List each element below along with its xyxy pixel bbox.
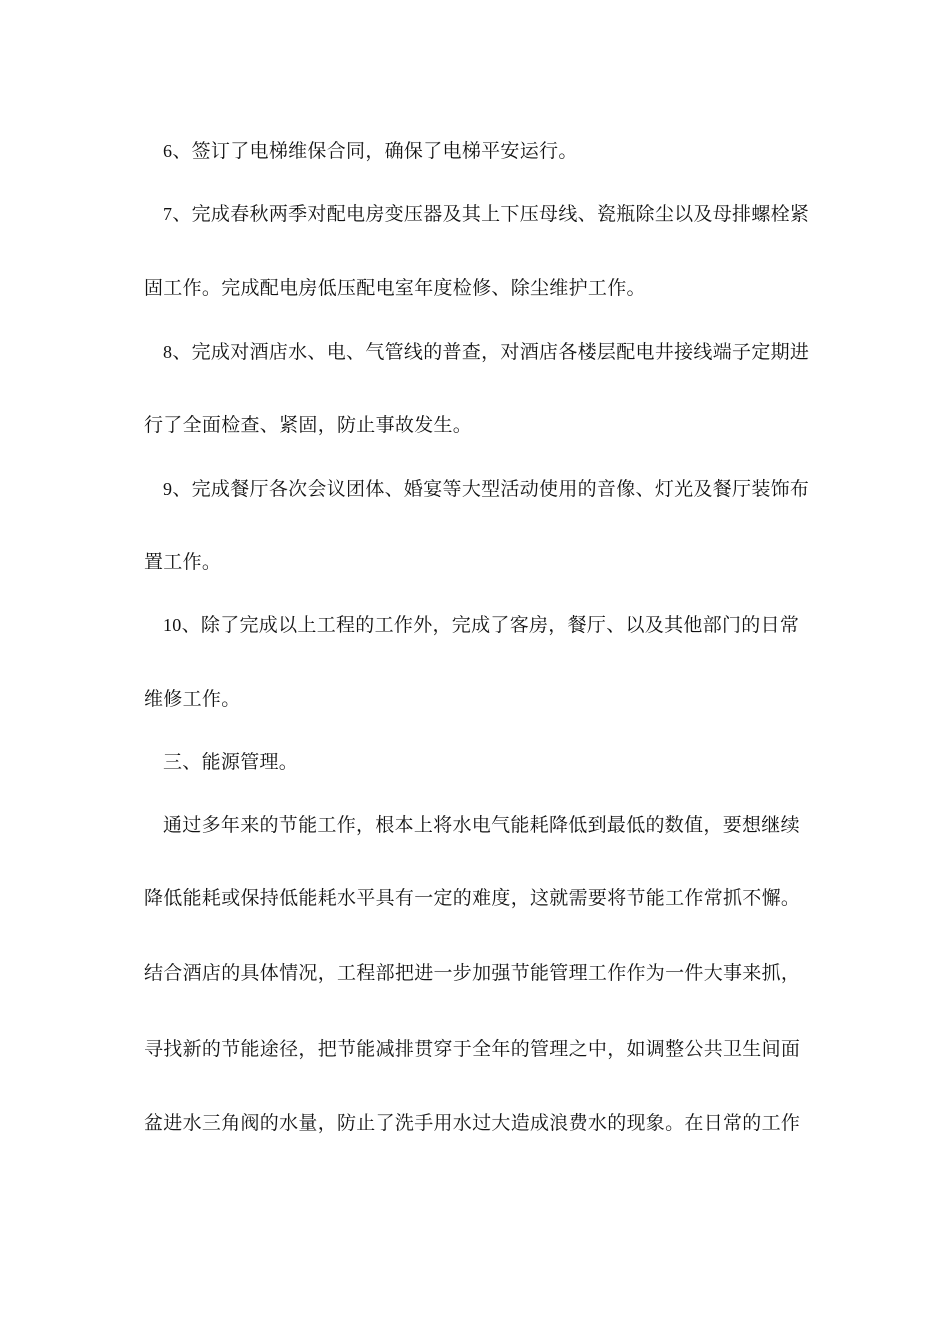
list-item-9: [163, 477, 809, 501]
item-text: 、签订了电梯维保合同，确保了电梯平安运行。: [172, 140, 578, 162]
item-text: 、完成对酒店水、电、气管线的普查，对酒店各楼层配电井接线端子定期进: [172, 341, 810, 363]
section-heading: 三、能源管理。: [163, 751, 299, 773]
paragraph-line: 结合酒店的具体情况，工程部把进一步加强节能管理工作作为一件大事来抓，: [144, 962, 801, 984]
list-item-6: [163, 139, 578, 163]
item-text: 、除了完成以上工程的工作外，完成了客房，餐厅、以及其他部门的日常: [181, 614, 800, 636]
list-item-7-continuation: 固工作。完成配电房低压配电室年度检修、除尘维护工作。: [144, 277, 646, 299]
item-number: 9: [163, 479, 173, 499]
item-number: 10: [163, 615, 182, 635]
list-item-10-continuation: 维修工作。: [144, 688, 241, 710]
list-item-8: [163, 340, 809, 364]
paragraph-line: 降低能耗或保持低能耗水平具有一定的难度，这就需要将节能工作常抓不懈。: [144, 887, 801, 909]
item-number: 7: [163, 204, 173, 224]
item-text: 、完成春秋两季对配电房变压器及其上下压母线、瓷瓶除尘以及母排螺栓紧: [172, 203, 810, 225]
item-number: 8: [163, 342, 173, 362]
paragraph-line: 通过多年来的节能工作，根本上将水电气能耗降低到最低的数值，要想继续: [163, 814, 800, 836]
item-number: 6: [163, 141, 173, 161]
list-item-10: [163, 613, 799, 637]
paragraph-line: 盆进水三角阀的水量，防止了洗手用水过大造成浪费水的现象。在日常的工作: [144, 1112, 801, 1134]
list-item-9-continuation: 置工作。: [144, 551, 222, 573]
list-item-8-continuation: 行了全面检查、紧固，防止事故发生。: [144, 414, 473, 436]
item-text: 、完成餐厅各次会议团体、婚宴等大型活动使用的音像、灯光及餐厅装饰布: [172, 478, 810, 500]
paragraph-line: 寻找新的节能途径，把节能减排贯穿于全年的管理之中，如调整公共卫生间面: [144, 1038, 801, 1060]
list-item-7: [163, 202, 809, 226]
